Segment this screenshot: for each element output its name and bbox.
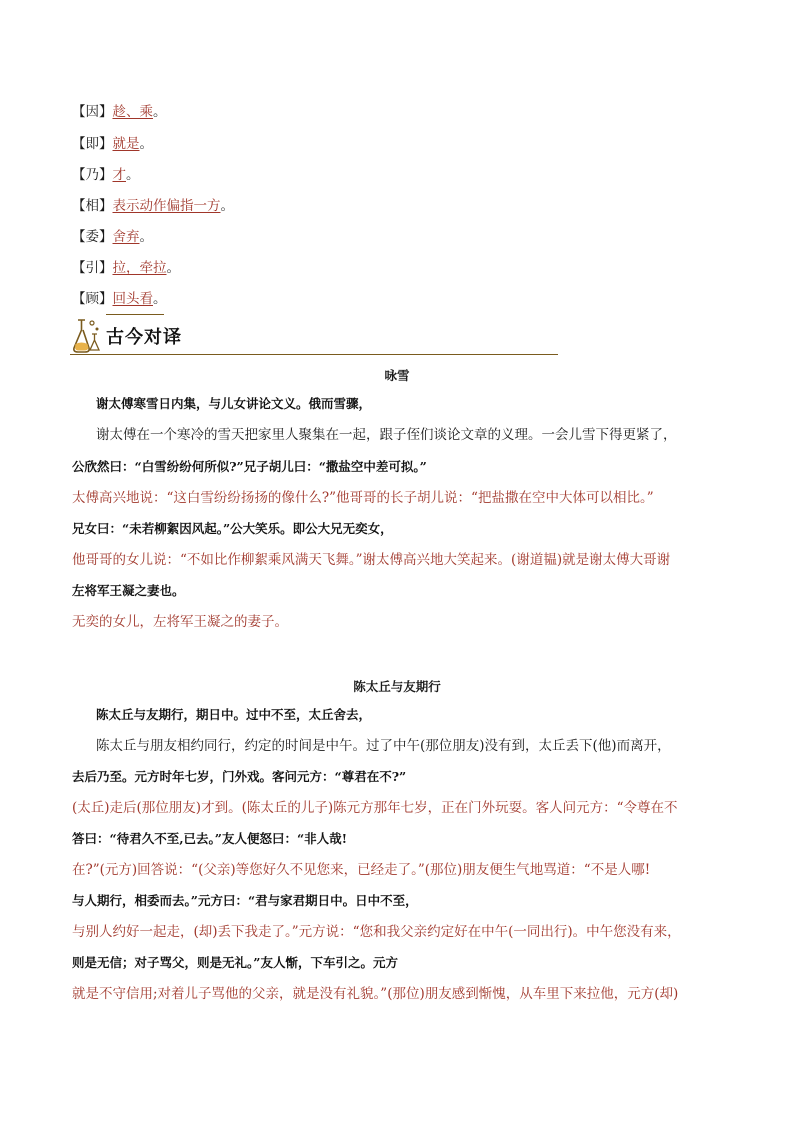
vocab-item: 【委】舍弃。 bbox=[72, 229, 153, 245]
original-text-line: 则是无信；对子骂父，则是无礼。”友人惭，下车引之。元方 bbox=[72, 955, 398, 970]
vocab-definition: 趁、乘 bbox=[112, 104, 153, 120]
section-title: 古今对译 bbox=[106, 327, 182, 348]
vocab-definition: 就是 bbox=[112, 136, 140, 152]
vocab-key: 【相】 bbox=[72, 198, 113, 214]
original-text-line: 去后乃至。元方时年七岁，门外戏。客问元方：“尊君在不?” bbox=[72, 769, 407, 784]
vocab-key: 【即】 bbox=[72, 136, 113, 152]
vocab-key: 【引】 bbox=[72, 260, 113, 276]
poem-title: 咏雪 bbox=[384, 368, 410, 383]
original-text-line: 与人期行，相委而去。”元方曰：“君与家君期日中。日中不至， bbox=[72, 893, 418, 908]
vocab-key: 【因】 bbox=[72, 104, 113, 120]
vocab-key: 【顾】 bbox=[72, 291, 113, 307]
vocab-definition: 才 bbox=[112, 167, 126, 183]
original-text-line: 答曰：“待君久不至,已去。”友人便怒曰：“非人哉! bbox=[72, 831, 348, 846]
vocab-definition: 拉，牵拉 bbox=[112, 260, 167, 276]
translation-line: 无奕的女儿，左将军王凝之的妻子。 bbox=[72, 614, 288, 630]
vocab-item: 【引】拉，牵拉。 bbox=[72, 260, 180, 276]
vocab-item: 【乃】才。 bbox=[72, 167, 140, 183]
vocab-item: 【即】就是。 bbox=[72, 136, 153, 152]
translation-line: 他哥哥的女儿说：“不如比作柳絮乘风满天飞舞。”谢太傅高兴地大笑起来。(谢道韫)就是谢太傅大哥谢 bbox=[72, 552, 671, 568]
original-text-line: 左将军王凝之妻也。 bbox=[72, 583, 185, 598]
vocab-key: 【乃】 bbox=[72, 167, 113, 183]
vocab-item: 【相】表示动作偏指一方。 bbox=[72, 198, 234, 214]
translation-line: 在?”(元方)回答说：“(父亲)等您好久不见您来，已经走了。”(那位)朋友便生气地骂道：“不是人哪! bbox=[72, 862, 651, 878]
original-text-line: 公欣然曰：“白雪纷纷何所似?”兄子胡儿曰：“撒盐空中差可拟。” bbox=[72, 459, 427, 474]
translation-line: 陈太丘与朋友相约同行，约定的时间是中午。过了中午(那位朋友)没有到，太丘丢下(他)而离开， bbox=[96, 738, 671, 754]
translation-line: 太傅高兴地说：“这白雪纷纷扬扬的像什么?”他哥哥的长子胡儿说：“把盐撒在空中大体可以相比。” bbox=[72, 490, 654, 506]
original-text-line: 谢太傅寒雪日内集，与儿女讲论文义。俄而雪骤， bbox=[96, 396, 372, 411]
vocab-key: 【委】 bbox=[72, 229, 113, 245]
original-text-line: 陈太丘与友期行，期日中。过中不至，太丘舍去， bbox=[96, 707, 372, 722]
vocab-definition: 表示动作偏指一方 bbox=[112, 198, 221, 214]
vocab-definition: 舍弃 bbox=[112, 229, 140, 245]
vocab-definition: 回头看 bbox=[112, 291, 153, 307]
poem-title: 陈太丘与友期行 bbox=[353, 679, 441, 694]
translation-line: (太丘)走后(那位朋友)才到。(陈太丘的儿子)陈元方那年七岁，正在门外玩耍。客人问元方：“令尊在不 bbox=[72, 800, 678, 816]
section-top-line bbox=[106, 314, 164, 315]
translation-line: 就是不守信用;对着儿子骂他的父亲，就是没有礼貌。”(那位)朋友感到惭愧，从车里下来拉他，元方(却) bbox=[72, 986, 679, 1002]
section-rule bbox=[70, 354, 558, 355]
vocab-item: 【因】趁、乘。 bbox=[72, 104, 167, 120]
translation-line: 谢太傅在一个寒冷的雪天把家里人聚集在一起，跟子侄们谈论文章的义理。一会儿雪下得更紧了， bbox=[96, 427, 677, 443]
vocab-item: 【顾】回头看。 bbox=[72, 291, 167, 307]
translation-line: 与别人约好一起走，(却)丢下我走了。”元方说：“您和我父亲约定好在中午(一同出行)。中午您没有来， bbox=[72, 924, 681, 940]
flask-icon bbox=[70, 316, 104, 354]
original-text-line: 兄女曰：“未若柳絮因风起。”公大笑乐。即公大兄无奕女， bbox=[72, 521, 393, 536]
